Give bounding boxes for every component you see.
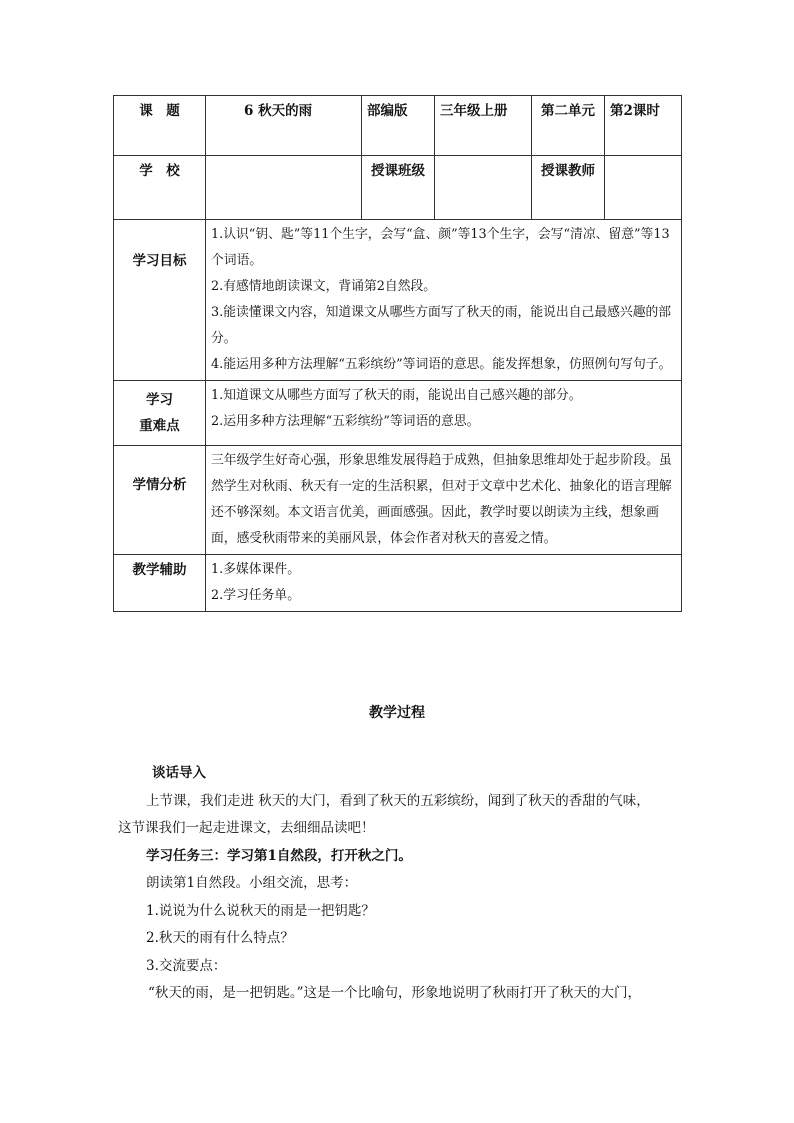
- task-heading: 学习任务三：学习第1自然段，打开秋之门。: [146, 847, 412, 864]
- key-points-label: [114, 381, 206, 446]
- aids-label: 教学辅助: [114, 555, 206, 612]
- analysis-content: [206, 446, 682, 555]
- answer-line: “秋天的雨，是一把钥匙。”这是一个比喻句，形象地说明了秋雨打开了秋天的大门，: [148, 985, 642, 1001]
- analysis-label: 学情分析: [114, 446, 206, 555]
- intro-line-2-text: 这节课我们一起走进课文，去细细品读吧！: [118, 820, 375, 836]
- school-row: [114, 156, 682, 220]
- question-2: 2.秋天的雨有什么特点？: [146, 930, 294, 946]
- key-points-label-line2: 重难点: [139, 418, 180, 434]
- aid-item: 2.学习任务单。: [211, 588, 300, 603]
- task-line-1: 朗读第1自然段。小组交流，思考：: [146, 875, 358, 891]
- key-point-item: 1.知道课文从哪些方面写了秋天的雨，能说出自己感兴趣的部分。: [211, 388, 582, 403]
- objective-item: 3.能读懂课文内容，知道课文从哪些方面写了秋天的雨，能说出自己最感兴趣的部分。: [211, 305, 672, 346]
- process-body: [118, 760, 688, 1008]
- lesson-number: 第2课时: [605, 96, 682, 156]
- process-title: 教学过程: [369, 705, 425, 721]
- analysis-text: 三年级学生好奇心强，形象思维发展得趋于成熟，但抽象思维却处于起步阶段。虽然学生对秋雨、秋天有一定的生活积累，但对于文章中艺术化、抽象化的语言理解还不够深刻。本文语言优美，画面感强。因此，教学时要以朗读为主线，想象画面，感受秋雨带来的美丽风景，体会作者对秋天的喜爱之情。: [211, 453, 672, 546]
- question-1: 1.说说为什么说秋天的雨是一把钥匙？: [146, 902, 375, 919]
- header-row: [114, 96, 682, 156]
- teacher-value: [605, 156, 682, 220]
- teacher-label: 授课教师: [532, 156, 605, 220]
- intro-line-1: 上节课，我们走进 秋天的大门，看到了秋天的五彩缤纷，闻到了秋天的香甜的气味，: [146, 792, 650, 809]
- analysis-row: [114, 446, 682, 555]
- unit: 第二单元: [532, 96, 605, 156]
- lesson-plan-table: [113, 95, 682, 612]
- topic-label: 课 题: [114, 96, 206, 156]
- key-points-row: [114, 381, 682, 446]
- question-3: 3.交流要点：: [146, 957, 227, 974]
- edition: 部编版: [362, 96, 435, 156]
- aids-content: [206, 555, 682, 612]
- school-value: [206, 156, 362, 220]
- objectives-label: 学习目标: [114, 220, 206, 381]
- objective-item: 2.有感情地朗读课文，背诵第2自然段。: [211, 279, 437, 294]
- objective-item: 4.能运用多种方法理解“五彩缤纷”等词语的意思。能发挥想象，仿照例句写句子。: [211, 357, 672, 372]
- school-label: 学 校: [114, 156, 206, 220]
- class-label: 授课班级: [362, 156, 435, 220]
- objectives-row: [114, 220, 682, 381]
- class-value: [435, 156, 532, 220]
- grade: 三年级上册: [435, 96, 532, 156]
- key-points-content: [206, 381, 682, 446]
- aid-item: 1.多媒体课件。: [211, 562, 300, 577]
- aids-row: [114, 555, 682, 612]
- objectives-content: [206, 220, 682, 381]
- key-points-label-line1: 学习: [146, 392, 173, 408]
- objective-item: 1.认识“钥、匙”等11个生字，会写“盒、颜”等13个生字，会写“清凉、留意”等13个词语。: [211, 227, 670, 268]
- intro-line-2: [118, 815, 688, 843]
- lesson-title: 6 秋天的雨: [206, 96, 362, 156]
- key-point-item: 2.运用多种方法理解“五彩缤纷”等词语的意思。: [211, 414, 480, 429]
- intro-heading: 谈话导入: [152, 765, 206, 781]
